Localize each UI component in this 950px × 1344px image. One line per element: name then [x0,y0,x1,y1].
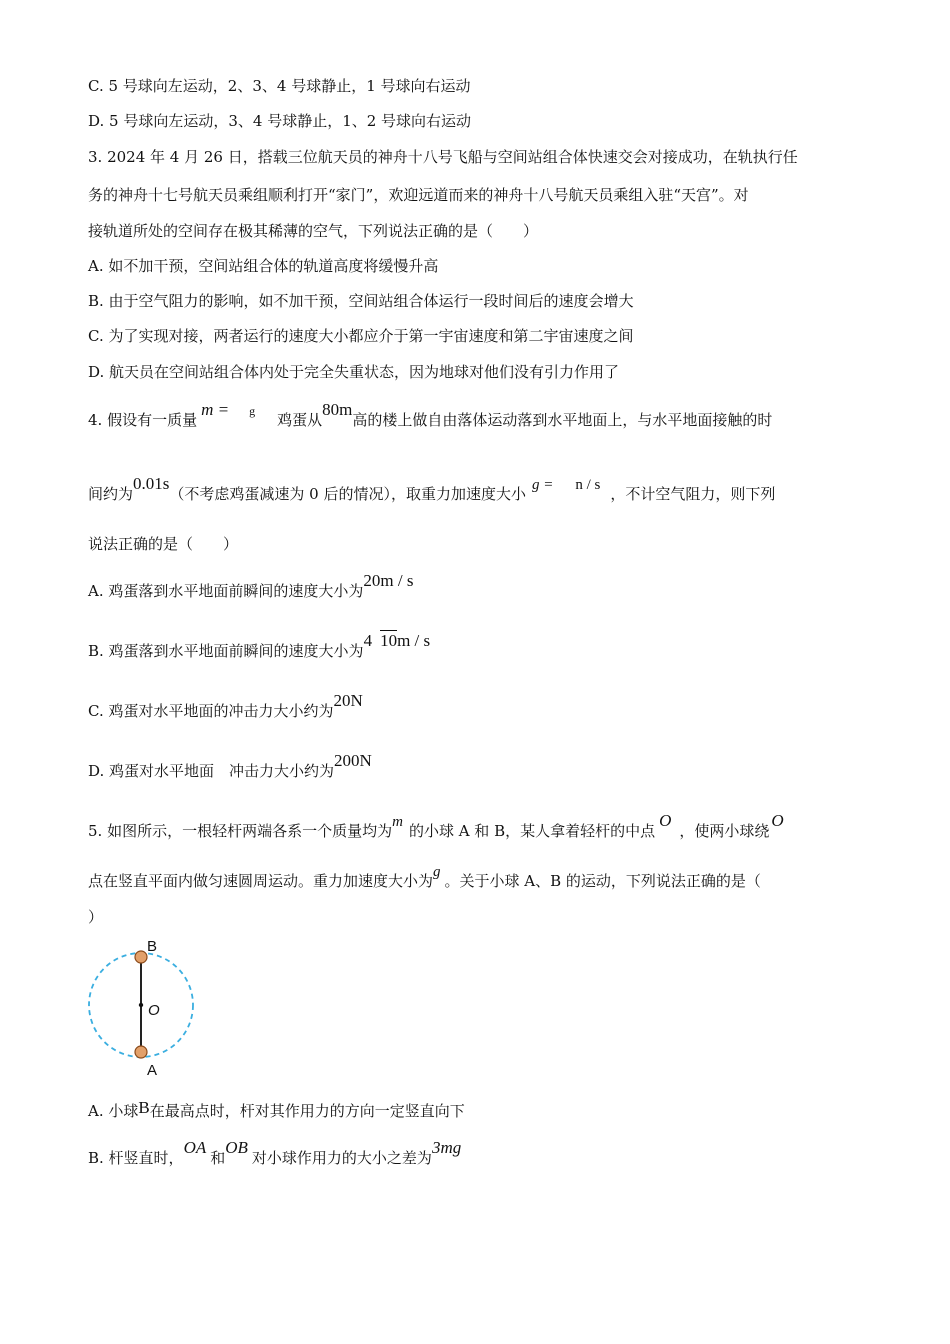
q5-option-b-ob: OB [225,1138,248,1157]
q2-option-d: D. 5 号球向左运动，3、4 号球静止，1、2 号球向右运动 [88,112,472,130]
q4-time: 0.01s [133,474,170,493]
ball-b [135,951,147,963]
q4-stem-text-5: （不考虑鸡蛋减速为 0 后的情况），取重力加速度大小 [169,485,526,503]
q4-stem-line1 [88,400,773,431]
q5-stem-text-1: 5. 如图所示，一根轻杆两端各系一个质量均为 [88,822,393,840]
q4-option-d-text: D. 鸡蛋对水平地面 冲击力大小约为 [88,762,335,780]
q4-option-a-text: A. 鸡蛋落到水平地面前瞬间的速度大小为 [88,582,364,600]
q5-g-var: g [433,864,441,880]
q4-stem-text-3: 高的楼上做自由落体运动落到水平地面上，与水平地面接触的时 [352,411,773,429]
q4-option-c [88,691,363,721]
q3-stem-line3: 接轨道所处的空间存在极其稀薄的空气，下列说法正确的是（ ） [88,222,539,240]
q5-mass-var: m [392,814,403,830]
q4-mass-unit: g [249,404,256,418]
q4-option-b [88,631,431,661]
q4-option-d-value: 200N [334,751,372,770]
q4-option-c-value: 20N [333,691,363,710]
center-point [139,1003,143,1007]
q4-g-expr: g = [531,477,554,493]
q4-option-c-text: C. 鸡蛋对水平地面的冲击力大小约为 [88,702,334,720]
q5-option-b-value: 3mg [431,1138,462,1157]
q5-option-b-text-1: B. 杆竖直时， [88,1149,184,1167]
q5-option-a [88,1098,465,1121]
q4-option-b-radicand: 10 [380,631,398,650]
q5-option-b-and: 和 [210,1149,226,1167]
q4-stem-text-1: 4. 假设有一质量 [88,411,198,429]
q4-mass-expr: m = [201,400,230,419]
q5-figure [80,935,205,1080]
ball-a [135,1046,147,1058]
q4-option-b-coef: 4 [363,631,373,650]
q5-stem-line3: ） [88,908,104,926]
q4-stem-text-6: ，不计空气阻力，则下列 [610,485,776,503]
label-o: O [148,1002,160,1019]
q3-option-b: B. 由于空气阻力的影响，如不加干预，空间站组合体运行一段时间后的速度会增大 [88,292,634,310]
q5-point-o-2: O [771,811,784,830]
q3-option-d: D. 航天员在空间站组合体内处于完全失重状态，因为地球对他们没有引力作用了 [88,363,620,381]
q3-option-a: A. 如不加干预，空间站组合体的轨道高度将缓慢升高 [88,257,439,275]
q4-option-b-unit: m / s [397,631,431,650]
q2-option-c: C. 5 号球向左运动，2、3、4 号球静止，1 号球向右运动 [88,77,471,95]
q3-stem-line2: 务的神舟十七号航天员乘组顺利打开“家门”，欢迎远道而来的神舟十八号航天员乘组入驻“天宫”。对 [88,186,749,204]
q5-stem-text-3: ，使两小球绕 [679,822,770,840]
q5-stem-line2 [88,864,761,892]
q5-option-b-oa: OA [183,1138,207,1157]
q4-option-a [88,571,414,601]
q5-stem-text-2: 的小球 A 和 B，某人拿着轻杆的中点 [408,822,656,840]
q3-stem-line1: 3. 2024 年 4 月 26 日，搭载三位航天员的神舟十八号飞船与空间站组合体快速交会对接成功，在轨执行任 [88,148,798,166]
q5-option-a-text-1: A. 小球 [88,1102,139,1120]
q4-stem-text-2: 鸡蛋从 [277,411,323,429]
q4-option-b-text: B. 鸡蛋落到水平地面前瞬间的速度大小为 [88,642,364,660]
label-a: A [147,1062,158,1079]
q3-option-c: C. 为了实现对接，两者运行的速度大小都应介于第一宇宙速度和第二宇宙速度之间 [88,327,634,345]
q5-option-a-text-2: 在最高点时，杆对其作用力的方向一定竖直向下 [149,1102,465,1120]
label-b: B [147,938,158,955]
q5-stem-text-5: 。关于小球 A、B 的运动，下列说法正确的是（ [444,872,761,890]
q5-stem-line1 [88,811,784,842]
q5-option-a-var: B [138,1098,150,1117]
q4-stem-line2 [88,474,776,505]
q4-height: 80m [322,400,353,419]
q4-stem-text-4: 间约为 [88,485,134,503]
q4-option-a-value: 20m / s [363,571,414,590]
q5-option-b [88,1138,462,1168]
q4-stem-line3: 说法正确的是（ ） [88,535,239,553]
q5-option-b-text-2: 对小球作用力的大小之差为 [251,1149,432,1167]
q5-point-o-1: O [659,811,672,830]
q5-stem-text-4: 点在竖直平面内做匀速圆周运动。重力加速度大小为 [88,872,434,890]
q4-option-d [88,751,372,781]
q4-g-unit: n / s [575,477,601,493]
